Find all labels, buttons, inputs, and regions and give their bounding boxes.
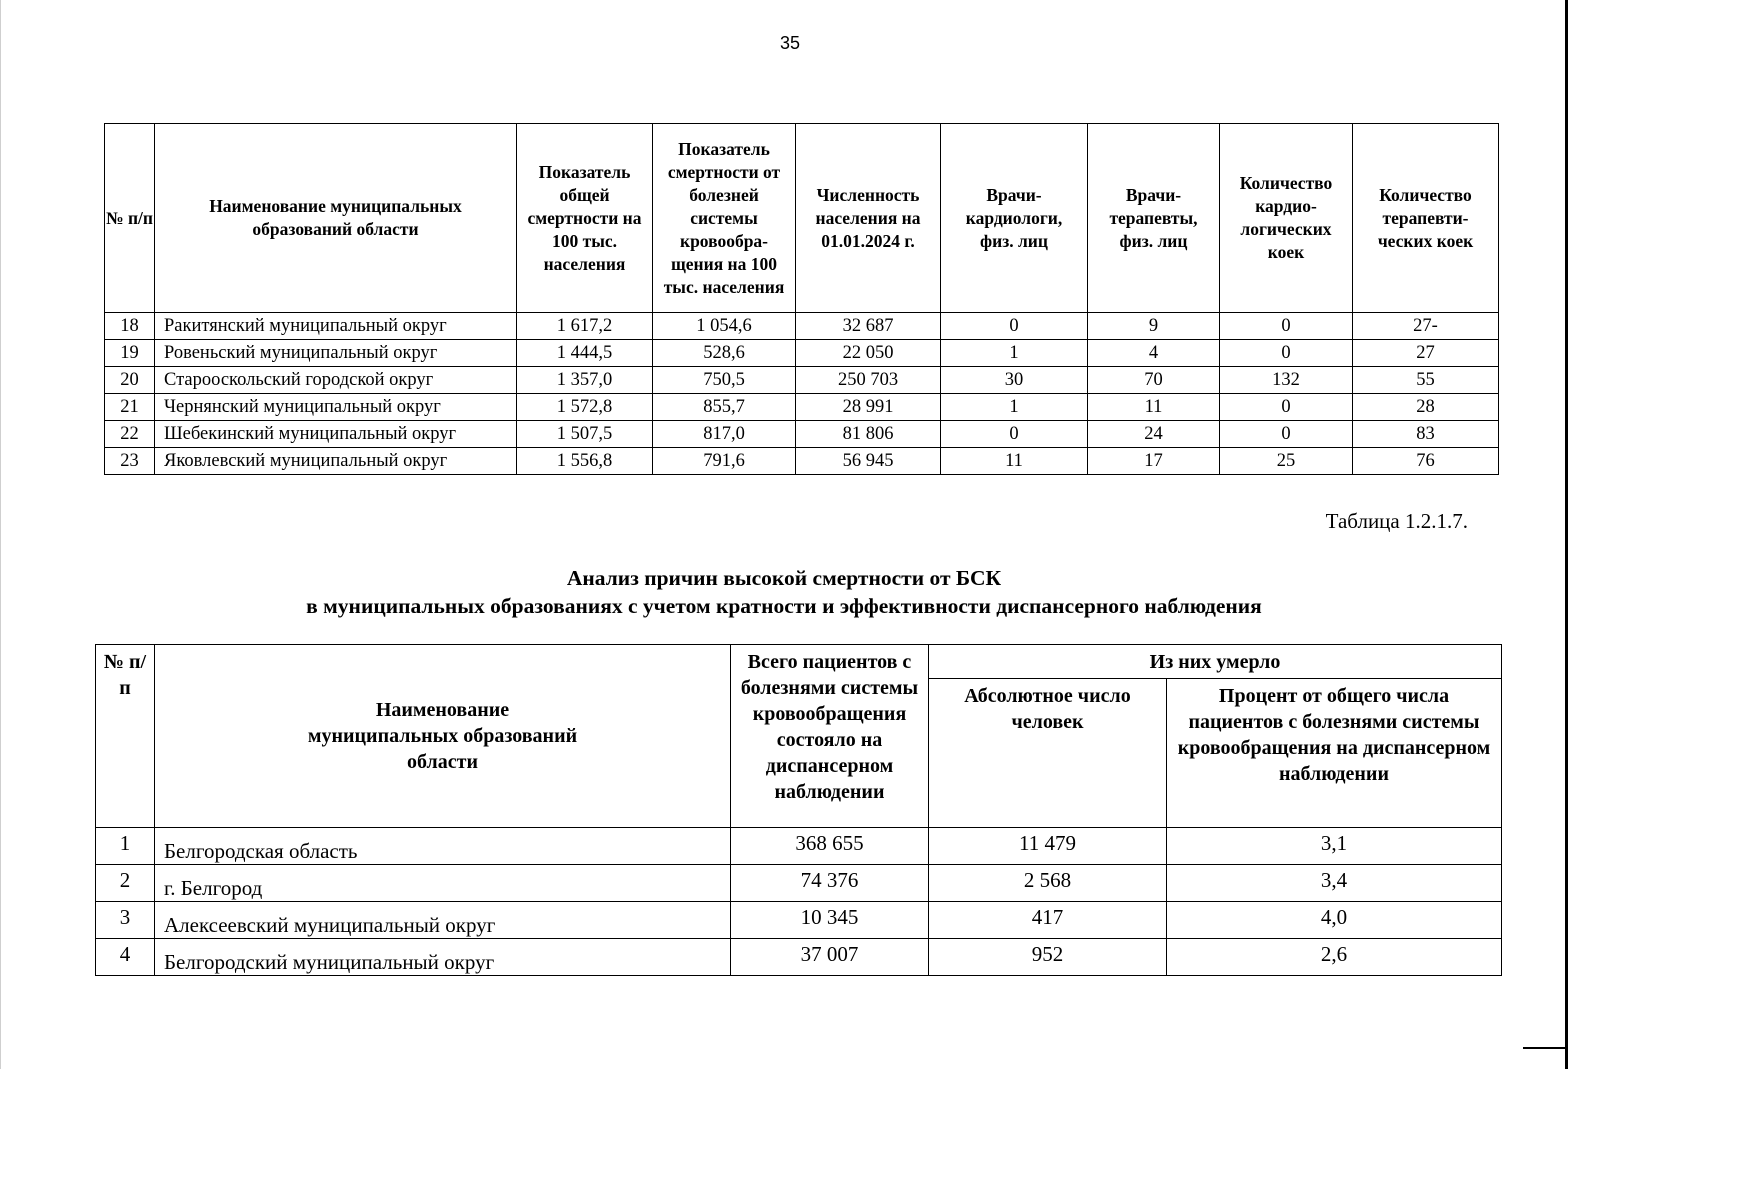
table-row (96, 902, 1502, 939)
row-therapists: 70 (1088, 367, 1220, 394)
row-name: Алексеевский муниципальный округ (155, 902, 731, 939)
row-percent: 3,1 (1167, 828, 1502, 865)
row-general: 1 507,5 (517, 421, 653, 448)
t1-header-name: Наименование муниципальных образований области (155, 124, 517, 313)
scan-edge-right (1565, 0, 1568, 1069)
table-row (96, 865, 1502, 902)
row-total: 37 007 (731, 939, 929, 976)
row-name: Ровеньский муниципальный округ (155, 340, 517, 367)
row-cardiologists: 1 (941, 340, 1088, 367)
table-row (96, 939, 1502, 976)
row-cardiologists: 1 (941, 394, 1088, 421)
row-bsk: 528,6 (653, 340, 796, 367)
row-name: Белгородский муниципальный округ (155, 939, 731, 976)
row-therapists: 9 (1088, 313, 1220, 340)
row-name: Старооскольский городской округ (155, 367, 517, 394)
row-name: Ракитянский муниципальный округ (155, 313, 517, 340)
row-general: 1 556,8 (517, 448, 653, 475)
table-row (105, 448, 1499, 475)
row-cardio-beds: 0 (1220, 340, 1353, 367)
row-num: 22 (105, 421, 155, 448)
row-total: 10 345 (731, 902, 929, 939)
row-cardiologists: 11 (941, 448, 1088, 475)
table2-header-row-1 (96, 645, 1502, 679)
row-name: Чернянский муниципальный округ (155, 394, 517, 421)
dispensary-analysis-table (95, 644, 1502, 976)
row-num: 23 (105, 448, 155, 475)
t1-header-cardio-beds: Количество кардио-логических коек (1220, 124, 1353, 313)
row-general: 1 617,2 (517, 313, 653, 340)
row-percent: 4,0 (1167, 902, 1502, 939)
row-therapy-beds: 27 (1353, 340, 1499, 367)
page-number: 35 (779, 33, 801, 53)
row-general: 1 444,5 (517, 340, 653, 367)
row-bsk: 855,7 (653, 394, 796, 421)
row-therapy-beds: 76 (1353, 448, 1499, 475)
row-population: 28 991 (796, 394, 941, 421)
row-bsk: 817,0 (653, 421, 796, 448)
t2-header-total: Всего пациентов с болезнями системы кровообращения состояло на диспансерном наблюдении (731, 645, 929, 828)
t1-header-population: Численность населения на 01.01.2024 г. (796, 124, 941, 313)
row-bsk: 1 054,6 (653, 313, 796, 340)
row-bsk: 750,5 (653, 367, 796, 394)
row-population: 81 806 (796, 421, 941, 448)
row-therapists: 11 (1088, 394, 1220, 421)
section-title (0, 564, 1568, 620)
table-row (105, 367, 1499, 394)
row-therapy-beds: 83 (1353, 421, 1499, 448)
row-population: 22 050 (796, 340, 941, 367)
row-general: 1 572,8 (517, 394, 653, 421)
row-num: 4 (96, 939, 155, 976)
table-caption: Таблица 1.2.1.7. (1325, 509, 1468, 533)
row-bsk: 791,6 (653, 448, 796, 475)
row-num: 1 (96, 828, 155, 865)
row-num: 3 (96, 902, 155, 939)
row-cardiologists: 0 (941, 421, 1088, 448)
row-population: 56 945 (796, 448, 941, 475)
t1-header-num: № п/п (105, 124, 155, 313)
doctors-beds-table (104, 123, 1499, 475)
t2-header-died-group: Из них умерло (929, 645, 1502, 679)
table-row (105, 421, 1499, 448)
row-total: 74 376 (731, 865, 929, 902)
row-num: 21 (105, 394, 155, 421)
row-population: 32 687 (796, 313, 941, 340)
row-num: 19 (105, 340, 155, 367)
t2-header-num: № п/п (96, 645, 155, 828)
t1-header-bsk-mortality: Показатель смертности от болезней системы кровообра-щения на 100 тыс. населения (653, 124, 796, 313)
row-absolute: 417 (929, 902, 1167, 939)
row-therapists: 24 (1088, 421, 1220, 448)
row-general: 1 357,0 (517, 367, 653, 394)
row-therapy-beds: 55 (1353, 367, 1499, 394)
table-row (105, 394, 1499, 421)
row-num: 18 (105, 313, 155, 340)
row-cardiologists: 30 (941, 367, 1088, 394)
row-cardio-beds: 132 (1220, 367, 1353, 394)
row-cardio-beds: 0 (1220, 394, 1353, 421)
row-absolute: 2 568 (929, 865, 1167, 902)
row-name: Шебекинский муниципальный округ (155, 421, 517, 448)
row-therapists: 17 (1088, 448, 1220, 475)
row-therapy-beds: 28 (1353, 394, 1499, 421)
scan-edge-left (0, 0, 1, 1069)
row-num: 2 (96, 865, 155, 902)
table1-header-row (105, 124, 1499, 313)
title-line-1: Анализ причин высокой смертности от БСК (566, 566, 1002, 590)
row-name: Яковлевский муниципальный округ (155, 448, 517, 475)
row-name: г. Белгород (155, 865, 731, 902)
t1-header-therapists: Врачи-терапевты, физ. лиц (1088, 124, 1220, 313)
row-name: Белгородская область (155, 828, 731, 865)
row-cardio-beds: 0 (1220, 313, 1353, 340)
row-percent: 2,6 (1167, 939, 1502, 976)
row-therapists: 4 (1088, 340, 1220, 367)
title-line-2: в муниципальных образованиях с учетом кратности и эффективности диспансерного наблюдения (306, 594, 1262, 618)
t1-header-general-mortality: Показатель общей смертности на 100 тыс. населения (517, 124, 653, 313)
t1-header-cardiologists: Врачи-кардиологи, физ. лиц (941, 124, 1088, 313)
row-cardiologists: 0 (941, 313, 1088, 340)
table-row (96, 828, 1502, 865)
row-cardio-beds: 0 (1220, 421, 1353, 448)
t2-header-percent: Процент от общего числа пациентов с болезнями системы кровообращения на диспансерном наблюдении (1167, 679, 1502, 828)
row-absolute: 11 479 (929, 828, 1167, 865)
t1-header-therapy-beds: Количество терапевти-ческих коек (1353, 124, 1499, 313)
row-absolute: 952 (929, 939, 1167, 976)
t2-header-name: Наименование муниципальных образований области (155, 645, 731, 828)
row-num: 20 (105, 367, 155, 394)
table-row (105, 340, 1499, 367)
row-therapy-beds: 27- (1353, 313, 1499, 340)
scan-edge-foot (1523, 1047, 1568, 1049)
row-percent: 3,4 (1167, 865, 1502, 902)
t2-header-absolute: Абсолютное число человек (929, 679, 1167, 828)
table-row (105, 313, 1499, 340)
row-cardio-beds: 25 (1220, 448, 1353, 475)
row-population: 250 703 (796, 367, 941, 394)
row-total: 368 655 (731, 828, 929, 865)
